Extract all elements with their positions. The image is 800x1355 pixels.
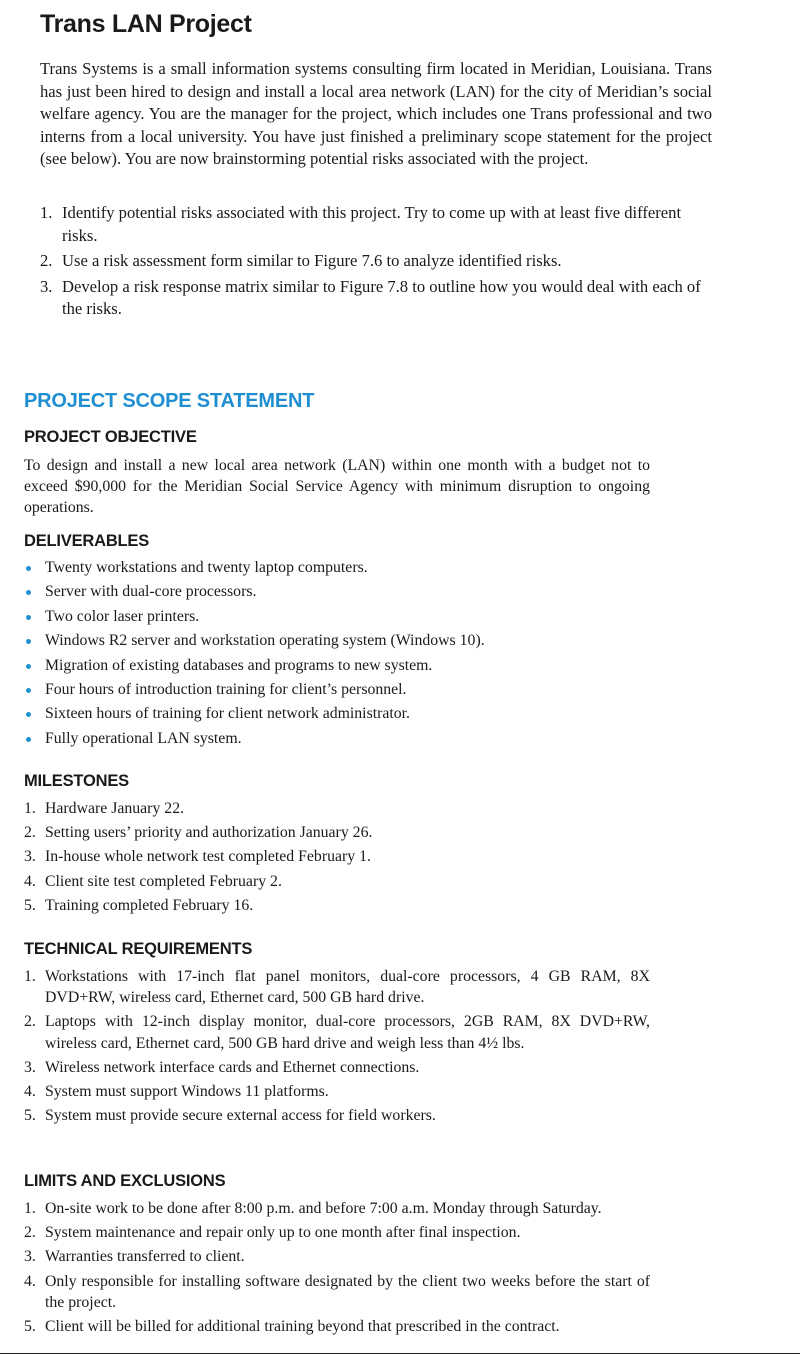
milestones-list — [24, 798, 650, 919]
case-title: Trans LAN Project — [40, 10, 252, 38]
item-text: Develop a risk response matrix similar to Figure 7.8 to outline how you would deal with each of the risks. — [62, 276, 701, 319]
technical-requirements-heading: TECHNICAL REQUIREMENTS — [24, 940, 253, 958]
item-number: 2. — [40, 251, 53, 271]
item-text: System maintenance and repair only up to one month after final inspection. — [45, 1224, 521, 1242]
bullet-icon — [26, 664, 31, 669]
item-text: Server with dual-core processors. — [45, 583, 257, 601]
case-task-list — [40, 202, 712, 324]
list-item — [24, 846, 650, 867]
item-number: 2. — [24, 1013, 36, 1031]
item-text: Migration of existing databases and programs to new system. — [45, 656, 433, 674]
technical-requirements-list — [24, 966, 650, 1129]
list-item — [24, 895, 650, 916]
item-number: 1. — [24, 1200, 36, 1217]
bullet-icon — [26, 566, 31, 571]
item-number: 5. — [24, 1318, 36, 1336]
objective-text: To design and install a new local area network (LAN) within one month with a budget not to exceed $90,000 for the Meridian Social Service Agency with minimum disruption to ongoing operations. — [24, 457, 650, 517]
item-text: Sixteen hours of training for client network administrator. — [45, 705, 411, 723]
list-item — [24, 679, 650, 703]
item-text: Laptops with 12-inch display monitor, dual-core processors, 2GB RAM, 8X DVD+RW, wireless card, Ethernet card, 500 GB hard drive and weigh less than 4½ lbs. — [45, 1013, 650, 1052]
item-number: 1. — [40, 203, 53, 222]
bullet-icon — [26, 590, 31, 595]
item-text: Twenty workstations and twenty laptop computers. — [45, 559, 368, 576]
list-item — [24, 1011, 650, 1053]
item-text: Hardware January 22. — [45, 800, 185, 817]
item-number: 1. — [24, 800, 36, 817]
list-item — [24, 1246, 650, 1267]
item-number: 3. — [40, 276, 53, 296]
bullet-icon — [26, 615, 31, 620]
item-text: Identify potential risks associated with this project. Try to come up with at least five different risks. — [62, 203, 682, 245]
list-item — [24, 703, 650, 727]
list-item — [40, 250, 712, 273]
item-text: Only responsible for installing software designated by the client two weeks before the start of the project. — [45, 1272, 650, 1311]
item-text: Four hours of introduction training for client’s personnel. — [45, 680, 407, 698]
list-item — [24, 871, 650, 892]
scope-statement-title: PROJECT SCOPE STATEMENT — [24, 390, 315, 412]
case-paragraph: Trans Systems is a small information systems consulting firm located in Meridian, Louisiana. Trans has just been hired to design and install a local area network (LAN) for the city of Meridian’s social welfare agency. You are the manager for the project, which includes one Trans professional and two interns from a local university. You have just finished a preliminary scope statement for the project (see below). You are now brainstorming potential risks associated with the project. — [40, 59, 712, 169]
item-text: Windows R2 server and workstation operating system (Windows 10). — [45, 632, 485, 650]
item-text: System must support Windows 11 platforms. — [45, 1083, 329, 1101]
item-number: 3. — [24, 1248, 36, 1266]
list-item — [24, 966, 650, 1008]
item-number: 4. — [24, 1083, 36, 1101]
item-text: Training completed February 16. — [45, 896, 254, 914]
list-item — [24, 822, 650, 843]
list-item — [24, 1222, 650, 1243]
bullet-icon — [26, 639, 31, 644]
item-text: Warranties transferred to client. — [45, 1248, 245, 1266]
item-text: Client site test completed February 2. — [45, 872, 282, 890]
item-text: Workstations with 17-inch flat panel monitors, dual-core processors, 4 GB RAM, 8X DVD+RW, wireless card, Ethernet card, 500 GB hard drive. — [45, 968, 650, 1007]
item-text: Two color laser printers. — [45, 607, 200, 625]
bullet-icon — [26, 688, 31, 693]
item-text: On-site work to be done after 8:00 p.m. and before 7:00 a.m. Monday through Saturday. — [45, 1200, 602, 1217]
list-item — [24, 581, 650, 605]
list-item — [24, 728, 650, 752]
item-number: 5. — [24, 896, 36, 914]
item-number: 3. — [24, 848, 36, 866]
item-text: Wireless network interface cards and Ethernet connections. — [45, 1058, 420, 1076]
milestones-heading: MILESTONES — [24, 772, 129, 790]
item-text: In-house whole network test completed February 1. — [45, 848, 371, 866]
list-item — [24, 655, 650, 679]
page-bottom-border — [0, 1353, 800, 1354]
list-item — [24, 798, 650, 819]
item-text: Use a risk assessment form similar to Figure 7.6 to analyze identified risks. — [62, 251, 562, 271]
list-item — [40, 276, 712, 321]
item-number: 2. — [24, 1224, 36, 1242]
list-item — [24, 630, 650, 654]
list-item — [24, 1316, 650, 1337]
list-item — [24, 557, 650, 581]
objective-heading: PROJECT OBJECTIVE — [24, 428, 197, 446]
bullet-icon — [26, 737, 31, 742]
list-item — [24, 1105, 650, 1126]
item-text: Fully operational LAN system. — [45, 729, 242, 747]
list-item — [40, 202, 712, 247]
item-number: 3. — [24, 1058, 36, 1076]
list-item — [24, 1057, 650, 1078]
list-item — [24, 606, 650, 630]
deliverables-heading: DELIVERABLES — [24, 532, 150, 550]
item-number: 4. — [24, 872, 36, 890]
item-number: 2. — [24, 824, 36, 842]
deliverables-list — [24, 557, 650, 752]
limits-exclusions-list — [24, 1198, 650, 1340]
limits-exclusions-heading: LIMITS AND EXCLUSIONS — [24, 1172, 226, 1190]
list-item — [24, 1198, 650, 1219]
item-text: Setting users’ priority and authorization January 26. — [45, 824, 373, 842]
list-item — [24, 1081, 650, 1102]
list-item — [24, 1271, 650, 1313]
item-number: 5. — [24, 1107, 36, 1125]
bullet-icon — [26, 712, 31, 717]
item-text: System must provide secure external access for field workers. — [45, 1107, 436, 1125]
item-number: 1. — [24, 968, 36, 985]
item-number: 4. — [24, 1272, 36, 1290]
item-text: Client will be billed for additional training beyond that prescribed in the contract. — [45, 1318, 560, 1336]
